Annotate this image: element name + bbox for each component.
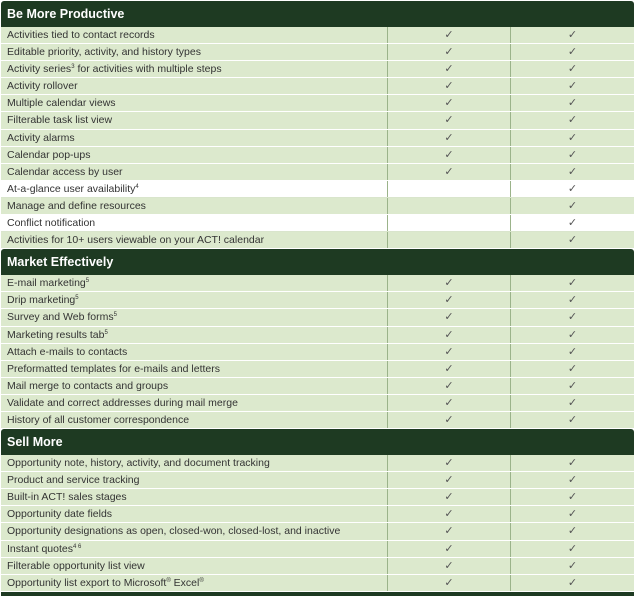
product-a-cell xyxy=(388,78,511,94)
section-header: Be More Productive xyxy=(1,1,634,27)
table-row xyxy=(1,147,634,164)
table-row xyxy=(1,523,634,540)
check-icon: ✓ xyxy=(444,294,454,307)
product-a-cell xyxy=(388,275,511,291)
footnote-marker: 4 6 xyxy=(72,543,82,550)
check-icon: ✓ xyxy=(444,328,454,341)
feature-text: History of all customer correspondence xyxy=(7,413,190,426)
product-b-cell xyxy=(511,523,634,539)
table-row xyxy=(1,130,634,147)
footnote-marker: 5 xyxy=(113,312,117,319)
feature-text: Survey and Web forms xyxy=(7,311,114,324)
product-b-cell xyxy=(511,27,634,43)
feature-label xyxy=(1,112,388,128)
product-b-cell xyxy=(511,275,634,291)
feature-label xyxy=(1,130,388,146)
feature-label xyxy=(1,361,388,377)
feature-label xyxy=(1,472,388,488)
product-b-cell xyxy=(511,506,634,522)
feature-label xyxy=(1,27,388,43)
feature-label xyxy=(1,344,388,360)
check-icon: ✓ xyxy=(567,131,578,144)
product-b-cell xyxy=(511,327,634,343)
feature-text: Activities for 10+ users viewable on your ACT! calendar xyxy=(7,234,265,247)
feature-label xyxy=(1,378,388,394)
feature-text: Attach e-mails to contacts xyxy=(7,345,128,358)
check-icon: ✓ xyxy=(444,474,454,487)
product-a-cell xyxy=(388,130,511,146)
feature-label xyxy=(1,558,388,574)
footnote-marker: 5 xyxy=(104,329,108,336)
product-b-cell xyxy=(511,95,634,111)
table-row xyxy=(1,112,634,129)
product-a-cell xyxy=(388,181,511,197)
section-header: Market Effectively xyxy=(1,249,634,275)
product-a-cell xyxy=(388,344,511,360)
product-b-cell xyxy=(511,232,634,248)
feature-comparison-table xyxy=(1,1,634,596)
product-a-cell xyxy=(388,455,511,471)
feature-text: Activities tied to contact records xyxy=(7,29,155,41)
feature-label xyxy=(1,95,388,111)
table-row xyxy=(1,61,634,78)
check-icon: ✓ xyxy=(444,277,454,290)
section-header: Sell More xyxy=(1,429,634,455)
feature-label xyxy=(1,455,388,471)
check-icon: ✓ xyxy=(567,217,578,230)
product-b-cell xyxy=(511,558,634,574)
feature-text: Conflict notification xyxy=(7,217,96,230)
table-row xyxy=(1,344,634,361)
product-b-cell xyxy=(511,575,634,591)
feature-text: Filterable task list view xyxy=(7,114,113,127)
table-row xyxy=(1,558,634,575)
product-a-cell xyxy=(388,378,511,394)
feature-text: Marketing results tab xyxy=(7,328,105,341)
check-icon: ✓ xyxy=(567,491,578,504)
product-a-cell xyxy=(388,292,511,308)
check-icon: ✓ xyxy=(567,234,578,247)
product-b-cell xyxy=(511,164,634,180)
product-a-cell xyxy=(388,147,511,163)
product-b-cell xyxy=(511,361,634,377)
table-row xyxy=(1,164,634,181)
feature-label xyxy=(1,575,388,591)
feature-label xyxy=(1,147,388,163)
product-a-cell xyxy=(388,309,511,325)
table-row xyxy=(1,378,634,395)
feature-text: Product and service tracking xyxy=(7,474,140,487)
product-b-cell xyxy=(511,309,634,325)
feature-text: Filterable opportunity list view xyxy=(7,559,145,572)
check-icon: ✓ xyxy=(444,508,454,521)
feature-label xyxy=(1,395,388,411)
check-icon: ✓ xyxy=(444,131,454,144)
product-a-cell xyxy=(388,198,511,214)
feature-text: Opportunity date fields xyxy=(7,508,113,521)
product-a-cell xyxy=(388,27,511,43)
check-icon: ✓ xyxy=(567,182,578,195)
check-icon: ✓ xyxy=(444,345,454,358)
feature-text-suffix: Excel xyxy=(170,576,200,589)
product-b-cell xyxy=(511,198,634,214)
product-a-cell xyxy=(388,412,511,428)
footnote-marker: 5 xyxy=(75,295,79,302)
feature-label xyxy=(1,292,388,308)
product-b-cell xyxy=(511,395,634,411)
product-b-cell xyxy=(511,541,634,557)
product-b-cell xyxy=(511,61,634,77)
product-b-cell xyxy=(511,78,634,94)
product-a-cell xyxy=(388,558,511,574)
check-icon: ✓ xyxy=(444,413,454,426)
check-icon: ✓ xyxy=(444,97,454,110)
table-row xyxy=(1,309,634,326)
product-b-cell xyxy=(511,412,634,428)
feature-text: Activity series xyxy=(7,63,72,76)
feature-text: At-a-glance user availability xyxy=(7,182,136,195)
table-row xyxy=(1,44,634,61)
product-b-cell xyxy=(511,44,634,60)
product-a-cell xyxy=(388,395,511,411)
table-row xyxy=(1,181,634,198)
table-row xyxy=(1,78,634,95)
table-row xyxy=(1,455,634,472)
product-a-cell xyxy=(388,472,511,488)
table-row xyxy=(1,506,634,523)
feature-text: Drip marketing xyxy=(7,294,76,307)
check-icon: ✓ xyxy=(567,508,578,521)
feature-label xyxy=(1,164,388,180)
product-a-cell xyxy=(388,164,511,180)
product-a-cell xyxy=(388,95,511,111)
check-icon: ✓ xyxy=(444,165,454,178)
check-icon: ✓ xyxy=(567,362,578,375)
check-icon: ✓ xyxy=(567,328,578,341)
check-icon: ✓ xyxy=(567,396,578,409)
check-icon: ✓ xyxy=(567,114,578,127)
check-icon: ✓ xyxy=(444,46,454,59)
check-icon: ✓ xyxy=(444,114,454,127)
product-b-cell xyxy=(511,147,634,163)
product-b-cell xyxy=(511,344,634,360)
footnote-marker: 3 xyxy=(71,64,75,71)
check-icon: ✓ xyxy=(567,46,578,59)
table-row xyxy=(1,215,634,232)
footnote-marker: 4 xyxy=(135,183,139,190)
product-b-cell xyxy=(511,112,634,128)
feature-label xyxy=(1,61,388,77)
check-icon: ✓ xyxy=(444,80,454,93)
product-a-cell xyxy=(388,61,511,77)
product-a-cell xyxy=(388,327,511,343)
table-row xyxy=(1,541,634,558)
feature-label xyxy=(1,489,388,505)
table-row xyxy=(1,489,634,506)
feature-label xyxy=(1,275,388,291)
check-icon: ✓ xyxy=(567,80,578,93)
check-icon: ✓ xyxy=(567,29,578,41)
check-icon: ✓ xyxy=(444,542,454,555)
feature-label xyxy=(1,506,388,522)
feature-text: Activity rollover xyxy=(7,80,78,93)
product-a-cell xyxy=(388,361,511,377)
check-icon: ✓ xyxy=(567,294,578,307)
table-row xyxy=(1,275,634,292)
product-a-cell xyxy=(388,489,511,505)
feature-text: Calendar pop-ups xyxy=(7,148,91,161)
feature-label xyxy=(1,181,388,197)
check-icon: ✓ xyxy=(444,396,454,409)
check-icon: ✓ xyxy=(444,63,454,76)
check-icon: ✓ xyxy=(567,165,578,178)
product-a-cell xyxy=(388,112,511,128)
product-b-cell xyxy=(511,130,634,146)
product-b-cell xyxy=(511,472,634,488)
product-a-cell xyxy=(388,575,511,591)
check-icon: ✓ xyxy=(567,311,578,324)
feature-label xyxy=(1,198,388,214)
check-icon: ✓ xyxy=(567,457,578,470)
check-icon: ✓ xyxy=(567,63,578,76)
product-b-cell xyxy=(511,455,634,471)
feature-text: Opportunity list export to Microsoft xyxy=(7,576,167,589)
feature-label xyxy=(1,78,388,94)
check-icon: ✓ xyxy=(444,525,454,538)
product-a-cell xyxy=(388,232,511,248)
table-row xyxy=(1,361,634,378)
check-icon: ✓ xyxy=(567,525,578,538)
feature-label xyxy=(1,309,388,325)
table-row xyxy=(1,292,634,309)
product-a-cell xyxy=(388,215,511,231)
product-b-cell xyxy=(511,181,634,197)
product-a-cell xyxy=(388,541,511,557)
feature-label xyxy=(1,215,388,231)
check-icon: ✓ xyxy=(567,199,578,212)
feature-text: Instant quotes xyxy=(7,542,73,555)
feature-text: Activity alarms xyxy=(7,131,75,144)
check-icon: ✓ xyxy=(567,576,578,589)
product-b-cell xyxy=(511,489,634,505)
feature-text: Opportunity note, history, activity, and document tracking xyxy=(7,457,270,470)
check-icon: ✓ xyxy=(444,576,454,589)
feature-text: Validate and correct addresses during mail merge xyxy=(7,396,238,409)
check-icon: ✓ xyxy=(567,542,578,555)
check-icon: ✓ xyxy=(567,97,578,110)
feature-text: Preformatted templates for e-mails and letters xyxy=(7,362,221,375)
check-icon: ✓ xyxy=(567,277,578,290)
table-row xyxy=(1,575,634,592)
feature-label xyxy=(1,523,388,539)
table-row xyxy=(1,327,634,344)
product-a-cell xyxy=(388,506,511,522)
feature-label xyxy=(1,541,388,557)
table-row xyxy=(1,232,634,249)
table-footer-bar xyxy=(1,592,634,596)
feature-label xyxy=(1,232,388,248)
check-icon: ✓ xyxy=(444,362,454,375)
feature-text-suffix: for activities with multiple steps xyxy=(74,63,222,76)
table-row xyxy=(1,27,634,44)
product-b-cell xyxy=(511,378,634,394)
table-row xyxy=(1,395,634,412)
feature-text: Mail merge to contacts and groups xyxy=(7,379,169,392)
footnote-marker: 5 xyxy=(85,278,90,285)
feature-text: Calendar access by user xyxy=(7,165,123,178)
table-row xyxy=(1,198,634,215)
product-a-cell xyxy=(388,44,511,60)
footnote-marker: ® xyxy=(166,577,171,584)
feature-text: Editable priority, activity, and history types xyxy=(7,46,201,59)
product-b-cell xyxy=(511,292,634,308)
feature-text: Opportunity designations as open, closed-won, closed-lost, and inactive xyxy=(7,525,341,538)
check-icon: ✓ xyxy=(444,379,454,392)
check-icon: ✓ xyxy=(444,457,454,470)
check-icon: ✓ xyxy=(444,491,454,504)
feature-text: Multiple calendar views xyxy=(7,97,116,110)
feature-label xyxy=(1,44,388,60)
feature-label xyxy=(1,412,388,428)
check-icon: ✓ xyxy=(444,29,454,41)
feature-text: Built-in ACT! sales stages xyxy=(7,491,127,504)
feature-label xyxy=(1,327,388,343)
product-b-cell xyxy=(511,215,634,231)
check-icon: ✓ xyxy=(444,559,454,572)
check-icon: ✓ xyxy=(444,148,454,161)
check-icon: ✓ xyxy=(567,148,578,161)
feature-text: E-mail marketing xyxy=(7,277,86,290)
feature-text: Manage and define resources xyxy=(7,199,146,212)
table-row xyxy=(1,412,634,429)
check-icon: ✓ xyxy=(567,379,578,392)
check-icon: ✓ xyxy=(567,345,578,358)
check-icon: ✓ xyxy=(444,311,454,324)
table-row xyxy=(1,472,634,489)
footnote-marker: ® xyxy=(199,577,204,584)
table-row xyxy=(1,95,634,112)
check-icon: ✓ xyxy=(567,559,578,572)
check-icon: ✓ xyxy=(567,474,578,487)
check-icon: ✓ xyxy=(567,413,578,426)
product-a-cell xyxy=(388,523,511,539)
